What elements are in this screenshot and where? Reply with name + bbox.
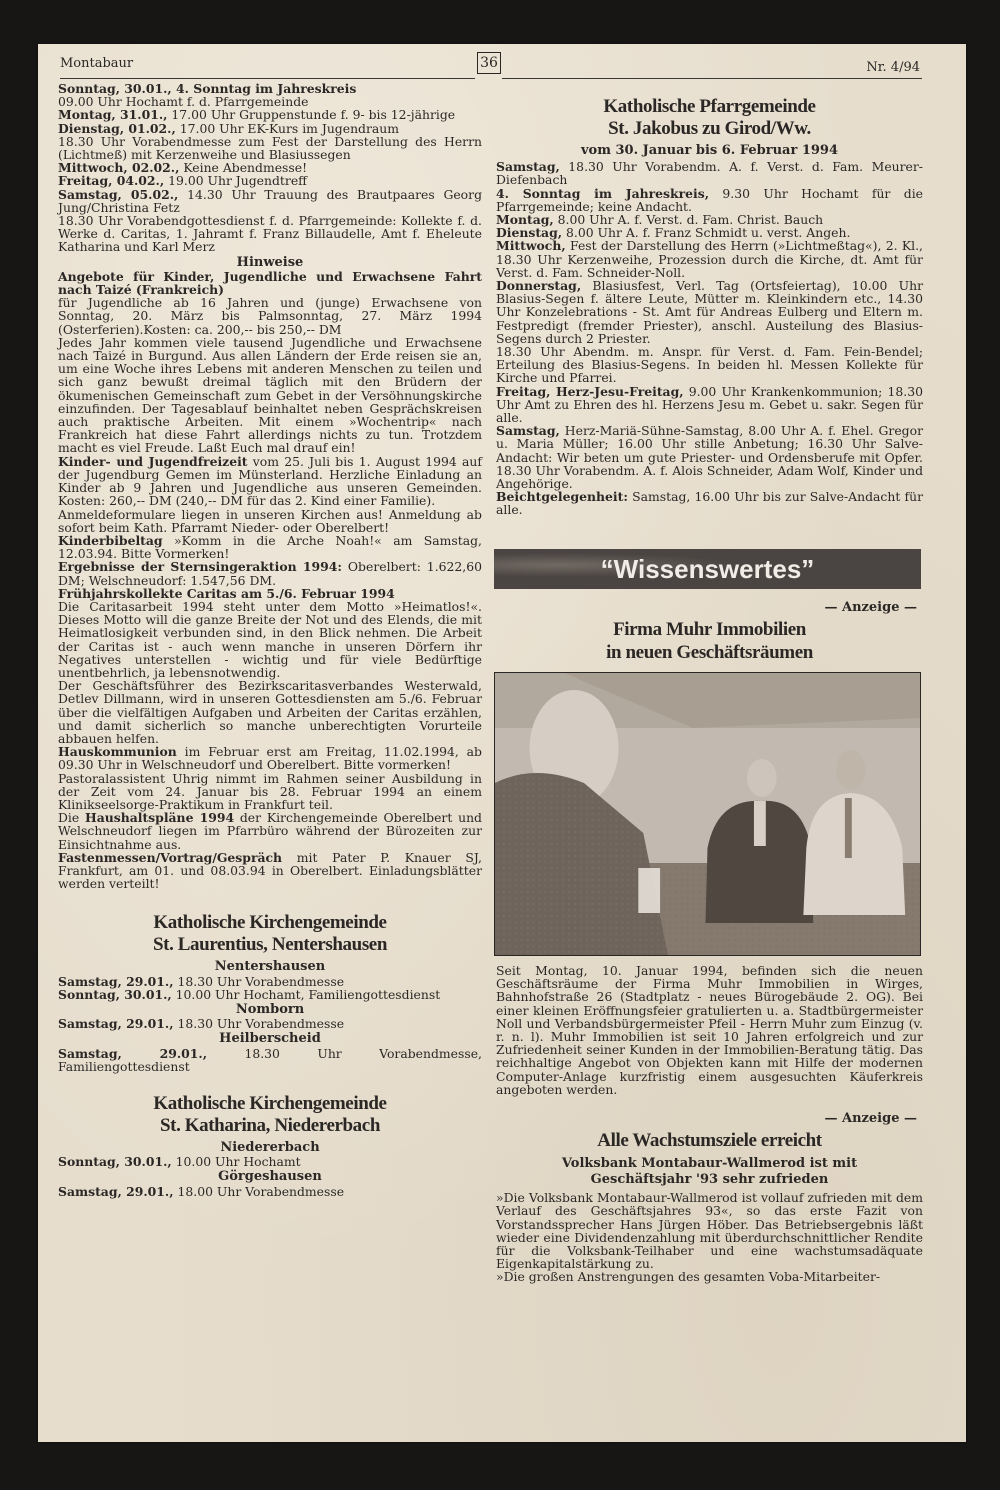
notice: Hauskommunion im Februar erst am Freitag, 11.02.1994, ab 09.30 Uhr in Welschneudorf und Oberelbert. Bitte vormerken! (58, 744, 482, 773)
section-title: Katholische Kirchengemeinde St. Katharina, Niedererbach (153, 1093, 387, 1137)
ad-body: Seit Montag, 10. Januar 1994, befinden sich die neuen Geschäftsräume der Firma Muhr Immobilien in Wirges, Bahnhofstraße 26 (Stadtplatz - neues Bürogebäude 2. OG). Bei einer kleinen Eröffnungsfeier gratulierten u. a. Stadtbürgermeister Noll und Verbandsbürgermeister Pfeil - Herrn Muhr zum Einzug (v. r. n. l). Muhr Immobilien ist seit 10 Jahren erfolgreich und zur Zufriedenheit seiner Kunden in der Immobilien-Beratung tätig. Das reichhaltige Angebot von Objekten kann mit Hilfe der modernen Computer-Anlage kurzfristig einem ausgesuchten Käuferkreis angeboten werden. (496, 962, 923, 1097)
notice: für Jugendliche ab 16 Jahren und (junge) Erwachsene von Sonntag, 20. März bis Palmsonntag, 27. März 1994 (Osterferien).Kosten: ca. 200,-- bis 250,-- DM (58, 295, 482, 337)
schedule-entry: 18.30 Uhr Abendm. m. Anspr. für Verst. d. Fam. Fein-Bendel; Erteilung des Blasius-Segens. In beiden hl. Messen Kollekte für Kirche und Pfarrei. (496, 344, 923, 386)
place-heading: Heilberscheid (219, 1031, 321, 1047)
schedule-entry: 18.30 Uhr Vorabendgottesdienst f. d. Pfarrgemeinde: Kollekte f. d. Werke d. Caritas, 1. Jahramt f. Franz Billaudelle, Amt f. Eheleute Katharina und Karl Merz (58, 213, 482, 255)
schedule-entry: Samstag, 29.01., 18.30 Uhr Vorabendmesse (58, 973, 345, 989)
schedule-entry: Sonntag, 30.01., 4. Sonntag im Jahreskreis (58, 81, 357, 96)
place-heading: Niedererbach (220, 1140, 320, 1156)
ad-photo (494, 672, 921, 956)
schedule-entry: Samstag, 05.02., 14.30 Uhr Trauung des Brautpaares Georg Jung/Christina Fetz (58, 186, 482, 215)
ad-label: — Anzeige — (824, 1110, 917, 1126)
notice: Kinderbibeltag »Komm in die Arche Noah!« am Samstag, 12.03.94. Bitte Vormerken! (58, 532, 482, 562)
notice: Die Haushaltspläne 1994 der Kirchengemeinde Oberelbert und Welschneudorf liegen im Pfarrbüro während der Bürozeiten zur Einsichtnahme aus. (58, 810, 482, 852)
ad-body: »Die großen Anstrengungen des gesamten Voba-Mitarbeiter- (496, 1269, 881, 1285)
page-number: 36 (477, 52, 501, 74)
schedule-entry: Sonntag, 30.01., 10.00 Uhr Hochamt, Familiengottesdienst (58, 986, 441, 1002)
schedule-entry: Beichtgelegenheit: Samstag, 16.00 Uhr bis zur Salve-Andacht für alle. (496, 489, 923, 518)
ad-label: — Anzeige — (824, 599, 917, 615)
section-title: Katholische Kirchengemeinde St. Laurentius, Nentershausen (152, 912, 388, 956)
schedule-entry: Mittwoch, 02.02., Keine Abendmesse! (58, 160, 308, 176)
schedule-entry: Samstag, 18.30 Uhr Vorabendm. A. f. Verst. d. Fam. Meurer-Diefenbach (496, 159, 923, 188)
ad-volksbank (496, 1112, 923, 1284)
town-name: Montabaur (60, 56, 134, 71)
header-rule-right (502, 78, 922, 79)
photo-image (495, 673, 920, 955)
notice: Die Caritasarbeit 1994 steht unter dem Motto »Heimatlos!«. Dieses Motto will die ganze Breite der Not und des Elends, die mit Heimatlosigkeit verbunden sind, in den Blick nehmen. Die Arbeit der Caritas ist - auch wenn manche in unseren Dörfern ihr Negatives unterstellen - wichtig und für viele Bedürftige unentbehrlich, ja lebensnotwendig. (58, 598, 482, 680)
schedule-entry: Mittwoch, Fest der Darstellung des Herrn (»Lichtmeßtag«), 2. Kl., 18.30 Uhr Kerzenweihe, Prozession durch die Kirche, dt. Amt für Verst. d. Fam. Schneider-Noll. (496, 238, 923, 280)
katharina-section (58, 1093, 482, 1198)
schedule-entry: Freitag, 04.02., 19.00 Uhr Jugendtreff (58, 173, 307, 189)
notice: Angebote für Kinder, Jugendliche und Erwachsene Fahrt nach Taizé (Frankreich) (58, 268, 482, 298)
issue-number: Nr. 4/94 (866, 60, 920, 75)
montabaur-schedule (58, 82, 482, 254)
schedule-entry: Montag, 31.01., 17.00 Uhr Gruppenstunde f. 9- bis 12-jährige (58, 107, 456, 123)
wissenswertes-banner: “Wissenswertes” (494, 549, 921, 589)
notice: Pastoralassistent Uhrig nimmt im Rahmen seiner Ausbildung in der Zeit vom 24. Januar bis 28. Februar 1994 an einem Klinikseelsorge-Praktikum in Frankfurt teil. (58, 770, 482, 812)
place-heading: Nentershausen (214, 959, 326, 975)
place-heading: Nomborn (235, 1002, 305, 1017)
schedule-entry: Sonntag, 30.01., 10.00 Uhr Hochamt (58, 1154, 301, 1170)
schedule-entry: Dienstag, 01.02., 17.00 Uhr EK-Kurs im Jugendraum (58, 120, 400, 136)
ad-body: »Die Volksbank Montabaur-Wallmerod ist vollauf zufrieden mit dem Verlauf des Geschäftsjahres 93«, so das erste Fazit von Vorstandssprecher Hans Jürgen Höber. Das Betriebsergebnis läßt wieder eine Dividendenzahlung mit überdurchschnittlicher Rendite für die Volksbank-Teilhaber und eine wachstumsadäquate Eigenkapitalstärkung zu. (496, 1190, 923, 1272)
date-range: vom 30. Januar bis 6. Februar 1994 (580, 143, 839, 158)
notice: Kinder- und Jugendfreizeit vom 25. Juli bis 1. August 1994 auf der Jugendburg Gemen im Münsterland. Herzliche Einladung an Kinder ab 9 Jahren und Jugendliche aus unseren Gemeinden. Kosten: 260,-- DM (240,-- DM für das 2. Kind einer Familie). (58, 453, 482, 509)
schedule-entry: 18.30 Uhr Vorabendmesse zum Fest der Darstellung des Herrn (Lichtmeß) mit Kerzenweihe und Blasiussegen (58, 133, 482, 163)
ad-title: Firma Muhr Immobilien in neuen Geschäftsräumen (606, 618, 813, 663)
running-head (60, 52, 920, 76)
schedule-entry: Samstag, Herz-Mariä-Sühne-Samstag, 8.00 Uhr A. f. Ehel. Gregor u. Maria Müller; 16.00 Uhr stille Anbetung; 16.30 Uhr Salve-Andacht: Wir beten um gute Priester- und Ordensberufe mit Opfer. 18.30 Uhr Vorabendm. A. f. Alois Schneider, Adam Wolf, Kinder und Angehörige. (496, 423, 923, 492)
schedule-entry: 09.00 Uhr Hochamt f. d. Pfarrgemeinde (58, 94, 309, 110)
notice: Der Geschäftsführer des Bezirkscaritasverbandes Westerwald, Detlev Dillmann, wird in unseren Gottesdiensten am 5./6. Februar über die vielfältigen Aufgaben und Arbeiten der Caritas erzählen, und damit sicherlich so manche unberechtigten Vorurteile abbauen helfen. (58, 678, 482, 746)
notice: Fastenmessen/Vortrag/Gespräch mit Pater P. Knauer SJ, Frankfurt, am 01. und 08.03.94 in Oberelbert. Einladungsblätter werden verteilt! (58, 849, 482, 892)
ad-muhr-immobilien (496, 601, 923, 1096)
schedule-entry: Samstag, 29.01., 18.30 Uhr Vorabendmesse (58, 1016, 345, 1032)
schedule-entry: Samstag, 29.01., 18.00 Uhr Vorabendmesse (58, 1183, 345, 1199)
schedule-entry: Dienstag, 8.00 Uhr A. f. Franz Schmidt u. verst. Angeh. (496, 225, 851, 241)
notice: Ergebnisse der Sternsingeraktion 1994: Oberelbert: 1.622,60 DM; Welschneudorf: 1.547,56 DM. (58, 559, 482, 588)
schedule-entry: Freitag, Herz-Jesu-Freitag, 9.00 Uhr Krankenkommunion; 18.30 Uhr Amt zu Ehren des hl. Herzens Jesu m. Gebet u. sakr. Segen für alle. (496, 383, 923, 426)
laurentius-section (58, 912, 482, 1073)
notice: Jedes Jahr kommen viele tausend Jugendliche und Erwachsene nach Taizé in Burgund. Aus allen Ländern der Erde reisen sie an, um eine Woche ihres Lebens mit anderen Menschen zu teilen und sich ganz bewußt dreimal täglich mit den Brüdern der ökumenischen Gemeinschaft zum Gebet in der Versöhnungskirche einzufinden. Der Tagesablauf beinhaltet neben Gesprächskreisen auch praktische Arbeiten. Mit einem »Wochentrip« nach Frankreich hat diese Fahrt allerdings nichts zu tun. Trotzdem macht es viel Freude. Laßt Euch mal drauf ein! (58, 334, 482, 456)
notice: Frühjahrskollekte Caritas am 5./6. Februar 1994 (58, 585, 395, 601)
right-column (496, 84, 923, 1284)
left-column (58, 82, 482, 1198)
place-heading: Görgeshausen (218, 1169, 322, 1185)
hinweise-heading: Hinweise (236, 254, 304, 270)
jakobus-section (496, 96, 923, 517)
schedule-entry: Samstag, 29.01., 18.30 Uhr Vorabendmesse, Familiengottesdienst (58, 1045, 482, 1074)
section-title: Katholische Pfarrgemeinde St. Jakobus zu Girod/Ww. (603, 96, 816, 139)
schedule-entry: Montag, 8.00 Uhr A. f. Verst. d. Fam. Christ. Bauch (496, 212, 824, 228)
notice: Anmeldeformulare liegen in unseren Kirchen aus! Anmeldung ab sofort beim Kath. Pfarramt Nieder- oder Oberelbert! (58, 506, 482, 535)
schedule-entry: Donnerstag, Blasiusfest, Verl. Tag (Ortsfeiertag), 10.00 Uhr Blasius-Segen f. ältere Leute, Mütter m. Kleinkindern etc., 14.30 Uhr Konzelebrations - St. Amt für Andreas Eulberg und Eltern m. Festpredigt (fremder Priester), anschl. Austeilung des Blasius-Segens durch 2 Priester. (496, 278, 923, 346)
schedule-entry: 4. Sonntag im Jahreskreis, 9.30 Uhr Hochamt für die Pfarrgemeinde; keine Andacht. (496, 185, 923, 214)
notices (58, 270, 482, 891)
header-rule-left (60, 78, 475, 79)
ad-title: Alle Wachstumsziele erreicht (597, 1130, 822, 1152)
ad-subtitle: Volksbank Montabaur-Wallmerod ist mit Geschäftsjahr '93 sehr zufrieden (561, 1156, 858, 1188)
